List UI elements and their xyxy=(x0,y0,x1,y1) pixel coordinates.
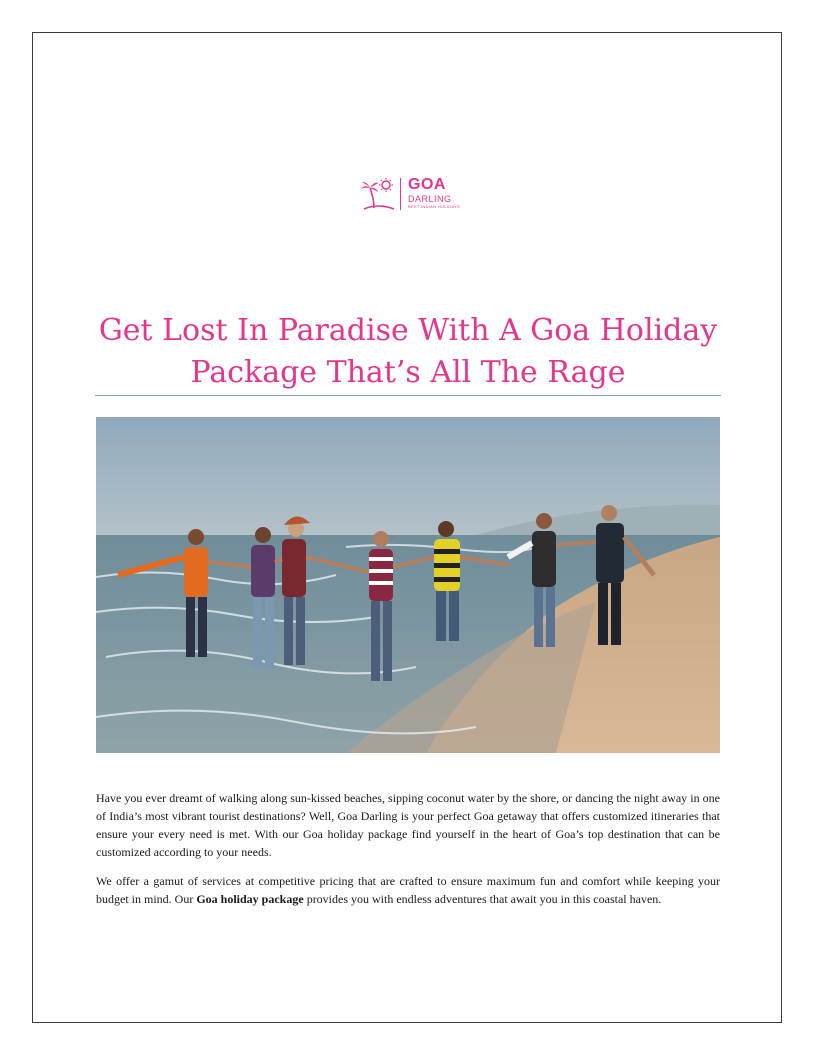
goa-darling-logo[interactable] xyxy=(360,176,470,212)
title-line-1: Get Lost In Paradise With A Goa Holiday xyxy=(98,313,718,348)
services-text-end: provides you with endless adventures that await you in this coastal haven. xyxy=(303,892,662,906)
palm-tree-sun-icon xyxy=(360,176,396,212)
intro-paragraph: Have you ever dreamt of walking along sun-kissed beaches, sipping coconut water by the shore, or dancing the night away in one of India’s most vibrant tourist destinations? Well, Goa Darling is your perfect Goa getaway that offers customized itineraries that ensure your every need is met. With our Goa holiday package find yourself in the heart of Goa’s top destination that can be customized according to your needs. xyxy=(96,791,720,859)
logo-divider xyxy=(400,178,401,210)
title-line-2: Package That’s All The Rage xyxy=(190,355,626,390)
logo-sub-text: DARLING xyxy=(408,194,452,204)
hero-beach-photo xyxy=(96,417,720,753)
services-paragraph xyxy=(96,872,720,908)
logo-brand-text: GOA xyxy=(408,176,446,193)
services-text-start: We offer a gamut of services at competitive pricing that are crafted to ensure maximum fun and comfort while keeping your budget in mind. Our xyxy=(96,874,720,906)
title-underline xyxy=(95,395,721,396)
logo-tagline: BEST INDIAN HOLIDAYS xyxy=(408,204,461,209)
goa-holiday-package-link[interactable]: Goa holiday package xyxy=(196,892,304,906)
page-title xyxy=(96,310,720,394)
